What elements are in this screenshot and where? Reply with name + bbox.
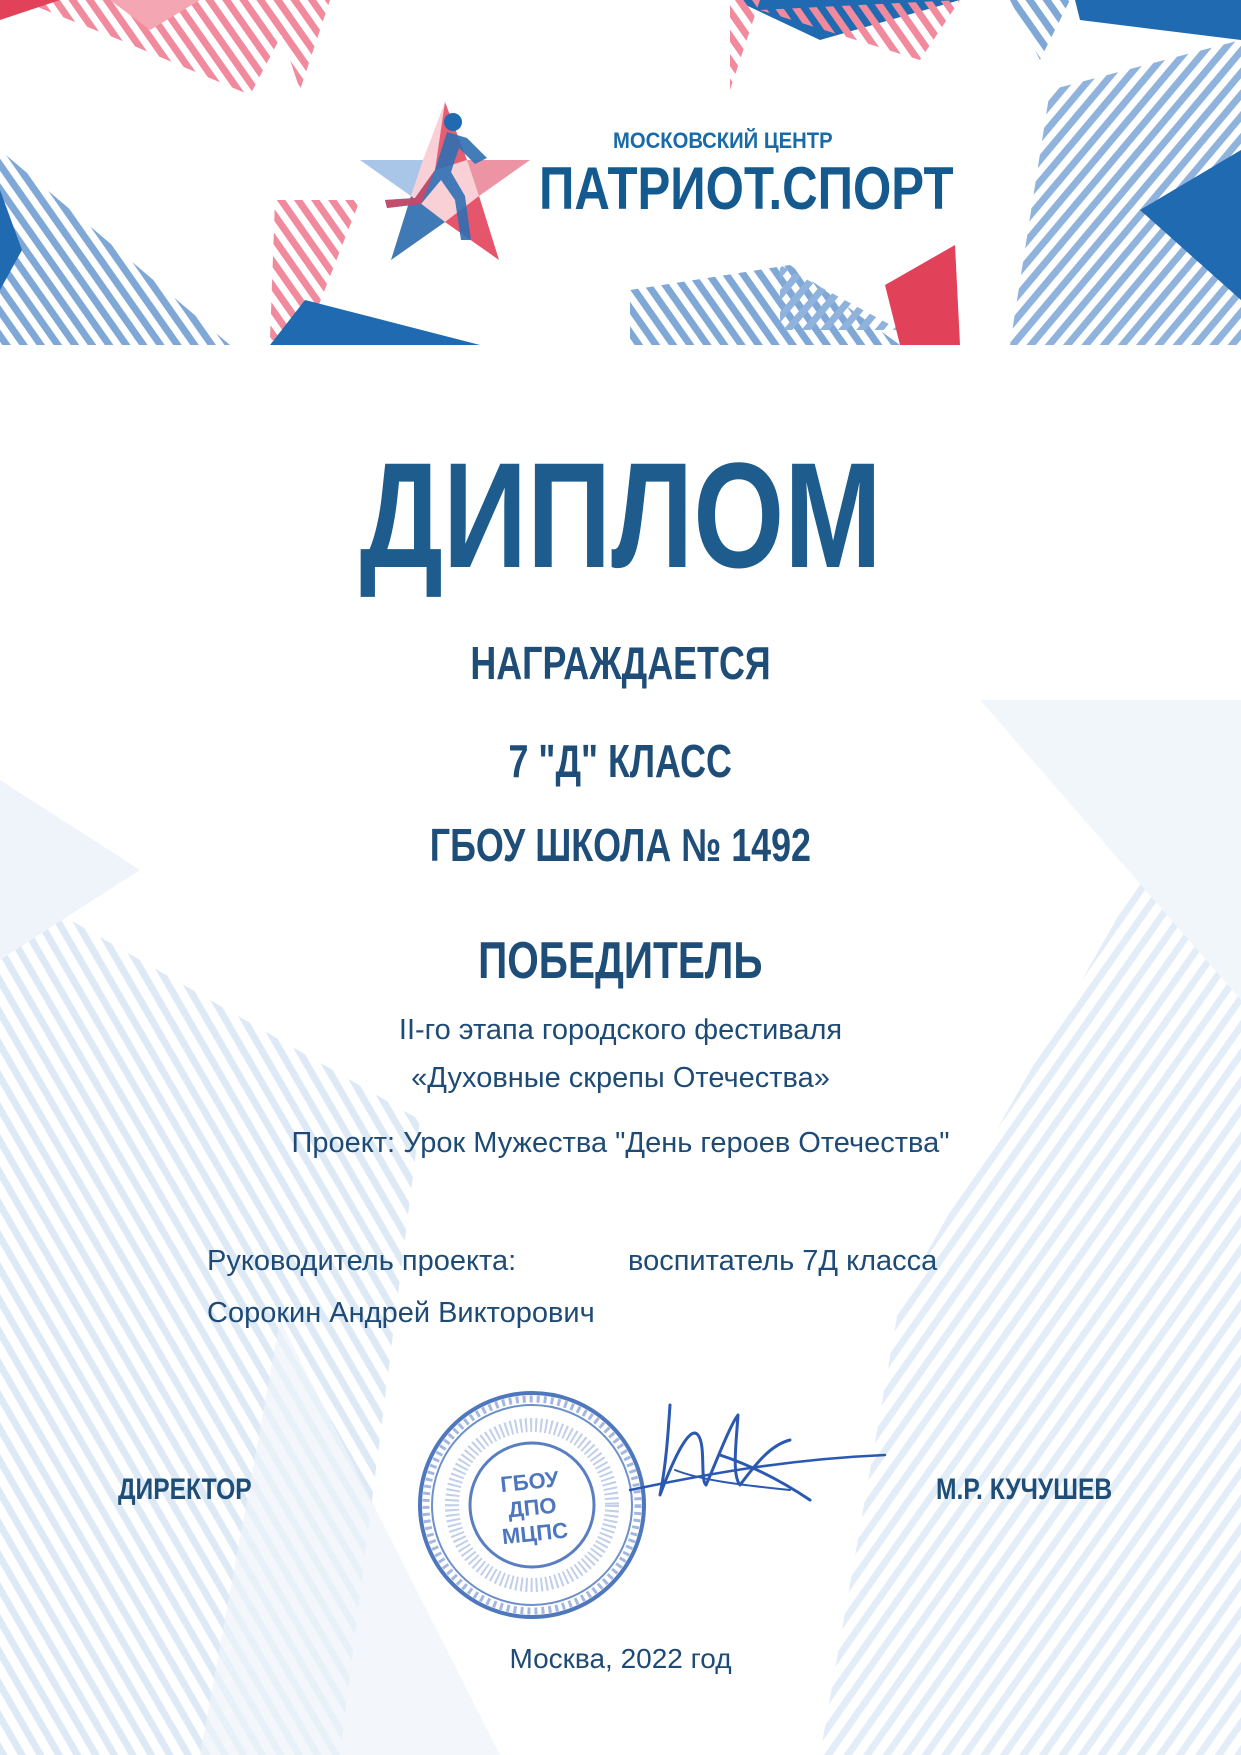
awarded-label: НАГРАЖДАЕТСЯ (470, 637, 771, 689)
diploma-title: ДИПЛОМ (359, 431, 882, 599)
svg-text:ДПО: ДПО (506, 1492, 558, 1523)
winner-status: ПОБЕДИТЕЛЬ (478, 932, 763, 990)
place-and-year: Москва, 2022 год (509, 1643, 732, 1674)
patriot-sport-logo (355, 100, 954, 265)
leader-role: воспитатель 7Д класса (628, 1245, 938, 1277)
runner-star-icon (355, 100, 535, 265)
festival-line: «Духовные скрепы Отечества» (411, 1062, 830, 1094)
stamp-seal (412, 1385, 652, 1625)
stage-line: II-го этапа городского фестиваля (398, 1014, 843, 1046)
leader-label: Руководитель проекта: (207, 1245, 517, 1277)
director-name: М.Р. КУЧУШЕВ (936, 1473, 1113, 1506)
director-signature (620, 1385, 900, 1515)
project-line: Проект: Урок Мужества "День героев Отечества" (291, 1127, 950, 1159)
class-name: 7 "Д" КЛАСС (508, 735, 733, 787)
logo-line-2: ПАТРИОТ.СПОРТ (539, 155, 954, 222)
school-name: ГБОУ ШКОЛА № 1492 (429, 819, 812, 871)
logo-line-1: МОСКОВСКИЙ ЦЕНТР (613, 128, 833, 153)
svg-text:ГБОУ: ГБОУ (499, 1466, 560, 1498)
director-label: ДИРЕКТОР (118, 1473, 252, 1506)
leader-name: Сорокин Андрей Викторович (207, 1297, 595, 1329)
svg-text:МЦПС: МЦПС (500, 1517, 570, 1550)
